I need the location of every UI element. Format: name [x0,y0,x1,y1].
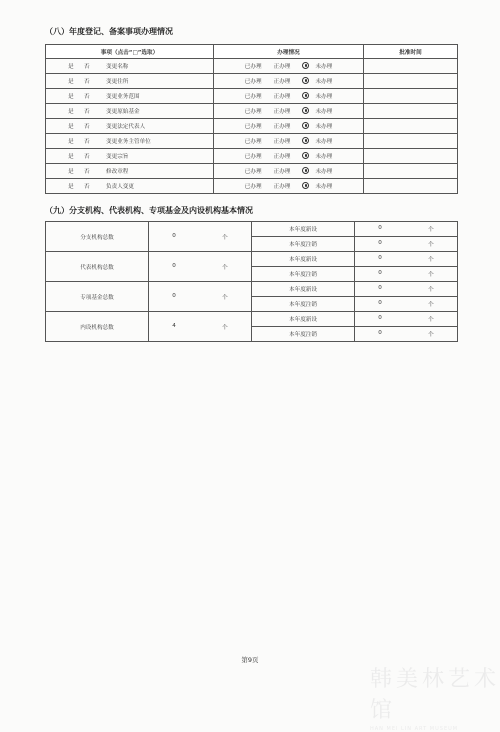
status-label: 正办理 [273,79,291,85]
status-cell [214,59,364,74]
header-approval-time: 批准时间 [364,45,458,59]
radio-selected-icon [302,62,309,69]
radio-selected-icon [302,137,309,144]
status-option[interactable] [242,182,265,190]
institution-row [46,252,458,267]
header-item: 事项（点击“□”选取） [46,45,214,59]
yes-no-options [68,62,100,70]
radio-selected-icon [302,92,309,99]
option-no[interactable]: 否 [84,79,90,85]
approval-time-cell[interactable] [364,119,458,134]
radio-selected-icon [302,122,309,129]
group-label: 内设机构总数 [46,312,149,342]
yes-no-options [68,122,100,130]
change-label: 本年度新设 [252,222,355,237]
option-no[interactable]: 否 [84,124,90,130]
unit-label: 个 [428,227,434,233]
count-value: 0 [378,285,382,291]
group-count [149,252,252,282]
yes-no-options [68,77,100,85]
status-cell [214,134,364,149]
option-no[interactable]: 否 [84,64,90,70]
status-label: 未办理 [315,64,333,70]
status-cell [214,104,364,119]
status-cell [214,164,364,179]
option-yes[interactable]: 是 [68,64,74,70]
institutions-table [45,221,458,342]
change-count-box [355,240,457,248]
change-label: 本年度新设 [252,282,355,297]
option-no[interactable]: 否 [84,154,90,160]
status-cell [214,179,364,194]
status-option[interactable] [299,122,335,130]
group-label: 分支机构总数 [46,222,149,252]
item-label: 变更住所 [106,79,129,85]
group-count-box [149,293,251,301]
option-yes[interactable]: 是 [68,94,74,100]
status-option[interactable] [242,167,265,175]
item-label: 变更业务主管单位 [106,139,151,145]
count-value: 0 [378,330,382,336]
section-8-title: （八）年度登记、备案事项办理情况 [45,27,173,36]
group-count-box [149,263,251,271]
status-option[interactable] [299,62,335,70]
status-option[interactable] [299,152,335,160]
institution-row [46,282,458,297]
yes-no-options [68,92,100,100]
status-label: 正办理 [273,124,291,130]
radio-selected-icon [302,182,309,189]
change-count [355,282,458,297]
status-label: 正办理 [273,184,291,190]
status-label: 未办理 [315,79,333,85]
status-option[interactable] [271,152,294,160]
item-cell [46,179,214,194]
status-cell [214,119,364,134]
museum-watermark [370,662,500,732]
unit-label: 个 [222,264,228,271]
watermark-cn: 韩美林艺术馆 [370,667,500,723]
item-label: 变更法定代表人 [106,124,146,130]
yes-no-options [68,107,100,115]
registration-table [45,44,458,194]
status-option[interactable] [299,167,335,175]
item-cell [46,89,214,104]
group-label: 代表机构总数 [46,252,149,282]
radio-selected-icon [302,167,309,174]
yes-no-options [68,152,100,160]
registration-row [46,74,458,89]
change-count-box [355,330,457,338]
status-label: 已办理 [244,109,262,115]
item-cell [46,134,214,149]
count-value: 0 [172,262,176,269]
item-cell [46,149,214,164]
radio-selected-icon [302,107,309,114]
item-label: 修改章程 [106,169,129,175]
status-label: 未办理 [315,184,333,190]
change-count [355,327,458,342]
status-label: 未办理 [315,169,333,175]
approval-time-cell[interactable] [364,149,458,164]
approval-time-cell[interactable] [364,74,458,89]
status-label: 正办理 [273,64,291,70]
option-no[interactable]: 否 [84,169,90,175]
option-yes[interactable]: 是 [68,79,74,85]
count-value: 0 [378,300,382,306]
status-option[interactable] [271,107,294,115]
status-label: 已办理 [244,94,262,100]
unit-label: 个 [222,294,228,301]
status-option[interactable] [299,92,335,100]
status-label: 正办理 [273,139,291,145]
item-cell [46,104,214,119]
count-value: 0 [378,270,382,276]
status-option[interactable] [242,62,265,70]
status-label: 已办理 [244,169,262,175]
item-label: 变更名称 [106,64,129,70]
status-cell [214,149,364,164]
status-option[interactable] [242,107,265,115]
item-label: 变更宗旨 [106,154,129,160]
option-no[interactable]: 否 [84,94,90,100]
item-cell [46,119,214,134]
change-count-box [355,300,457,308]
change-label: 本年度新设 [252,312,355,327]
unit-label: 个 [428,302,434,308]
status-cell [214,89,364,104]
group-count-box [149,233,251,241]
status-option[interactable] [242,92,265,100]
status-option[interactable] [242,137,265,145]
count-value: 0 [378,225,382,231]
status-label: 正办理 [273,154,291,160]
status-option[interactable] [242,122,265,130]
change-label: 本年度注销 [252,297,355,312]
count-value: 0 [378,315,382,321]
status-label: 已办理 [244,124,262,130]
approval-time-cell[interactable] [364,164,458,179]
group-count [149,312,252,342]
status-label: 未办理 [315,94,333,100]
item-label: 变更业务范围 [106,94,140,100]
status-option[interactable] [271,92,294,100]
change-count-box [355,285,457,293]
table-header-row [46,45,458,59]
change-label: 本年度新设 [252,252,355,267]
item-cell [46,164,214,179]
count-value: 0 [172,232,176,239]
status-label: 未办理 [315,109,333,115]
option-no[interactable]: 否 [84,139,90,145]
option-no[interactable]: 否 [84,184,90,190]
unit-label: 个 [428,242,434,248]
change-count-box [355,255,457,263]
change-count [355,237,458,252]
radio-selected-icon [302,152,309,159]
status-label: 已办理 [244,139,262,145]
radio-selected-icon [302,77,309,84]
registration-row [46,179,458,194]
change-label: 本年度注销 [252,237,355,252]
approval-time-cell[interactable] [364,134,458,149]
change-count-box [355,315,457,323]
institution-row [46,222,458,237]
status-option[interactable] [299,137,335,145]
approval-time-cell[interactable] [364,89,458,104]
status-option[interactable] [271,137,294,145]
status-option[interactable] [271,62,294,70]
approval-time-cell[interactable] [364,59,458,74]
item-label: 负责人变更 [106,184,134,190]
status-label: 已办理 [244,64,262,70]
group-label: 专项基金总数 [46,282,149,312]
registration-row [46,59,458,74]
change-count [355,252,458,267]
status-label: 未办理 [315,139,333,145]
change-label: 本年度注销 [252,267,355,282]
option-yes[interactable]: 是 [68,124,74,130]
group-count [149,282,252,312]
unit-label: 个 [428,257,434,263]
status-label: 已办理 [244,184,262,190]
yes-no-options [68,137,100,145]
status-label: 正办理 [273,169,291,175]
status-option[interactable] [271,167,294,175]
status-cell [214,74,364,89]
unit-label: 个 [428,332,434,338]
option-yes[interactable]: 是 [68,184,74,190]
approval-time-cell[interactable] [364,179,458,194]
item-cell [46,74,214,89]
unit-label: 个 [428,272,434,278]
status-option[interactable] [299,77,335,85]
yes-no-options [68,182,100,190]
header-status: 办理情况 [214,45,364,59]
item-cell [46,59,214,74]
option-no[interactable]: 否 [84,109,90,115]
group-count [149,222,252,252]
change-count [355,267,458,282]
status-option[interactable] [242,152,265,160]
status-option[interactable] [271,122,294,130]
watermark-en: HAN MEI LIN ART MUSEUM [370,726,459,732]
unit-label: 个 [428,317,434,323]
count-value: 0 [378,240,382,246]
status-label: 正办理 [273,94,291,100]
registration-row [46,119,458,134]
registration-row [46,104,458,119]
change-count [355,222,458,237]
change-count-box [355,225,457,233]
institution-row [46,312,458,327]
group-count-box [149,323,251,331]
count-value: 4 [172,322,176,329]
item-label: 变更原始基金 [106,109,140,115]
count-value: 0 [378,255,382,261]
status-label: 已办理 [244,79,262,85]
unit-label: 个 [222,324,228,331]
yes-no-options [68,167,100,175]
option-yes[interactable]: 是 [68,109,74,115]
unit-label: 个 [428,287,434,293]
status-label: 未办理 [315,154,333,160]
registration-row [46,149,458,164]
option-yes[interactable]: 是 [68,169,74,175]
status-option[interactable] [271,77,294,85]
registration-row [46,134,458,149]
status-label: 未办理 [315,124,333,130]
count-value: 0 [172,292,176,299]
change-count [355,297,458,312]
unit-label: 个 [222,234,228,241]
change-count [355,312,458,327]
option-yes[interactable]: 是 [68,139,74,145]
change-count-box [355,270,457,278]
status-option[interactable] [242,77,265,85]
status-option[interactable] [271,182,294,190]
page-number: 第9页 [241,656,259,664]
status-option[interactable] [299,107,335,115]
option-yes[interactable]: 是 [68,154,74,160]
approval-time-cell[interactable] [364,104,458,119]
status-option[interactable] [299,182,335,190]
status-label: 正办理 [273,109,291,115]
section-9-title: （九）分支机构、代表机构、专项基金及内设机构基本情况 [45,206,253,215]
registration-row [46,89,458,104]
registration-row [46,164,458,179]
change-label: 本年度注销 [252,327,355,342]
status-label: 已办理 [244,154,262,160]
